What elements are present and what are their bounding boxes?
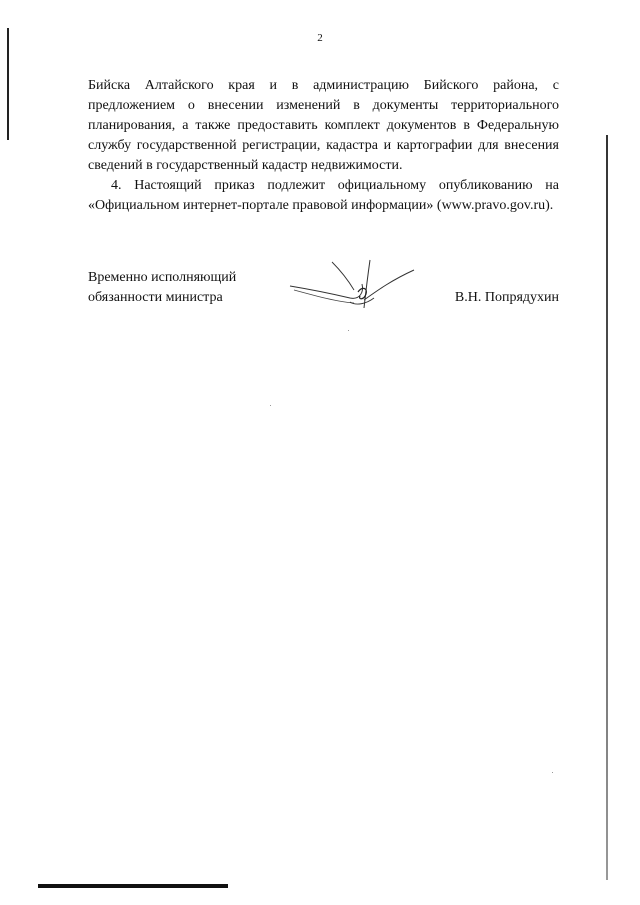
signature-block (88, 268, 559, 328)
paragraph-continuation: Бийска Алтайского края и в администрацию Бийского района, с предложением о внесении изменений в документы территориального планирования, а также предоставить комплект документов в Федеральную службу государственной регистрации, кадастра и картографии для внесения сведений в государственный кадастр недвижимости. (88, 78, 559, 173)
page-number: 2 (317, 32, 323, 44)
handwritten-signature (288, 256, 428, 326)
signer-name: В.Н. Попрядухин (454, 290, 559, 305)
scan-speck (270, 405, 271, 406)
scan-speck (348, 330, 349, 331)
signer-title-line-2: обязанности министра (88, 290, 223, 305)
scan-bottom-bar (38, 884, 228, 888)
paragraph-item-4: 4. Настоящий приказ подлежит официальному опубликованию на «Официальном интернет-портале правовой информации» (www.pravo.gov.ru). (88, 178, 559, 213)
scan-edge-left (7, 28, 9, 140)
scan-edge-right (606, 135, 608, 880)
document-body (88, 76, 559, 216)
scan-speck (552, 772, 553, 773)
signer-title-line-1: Временно исполняющий (88, 270, 237, 285)
signer-title (88, 268, 236, 308)
